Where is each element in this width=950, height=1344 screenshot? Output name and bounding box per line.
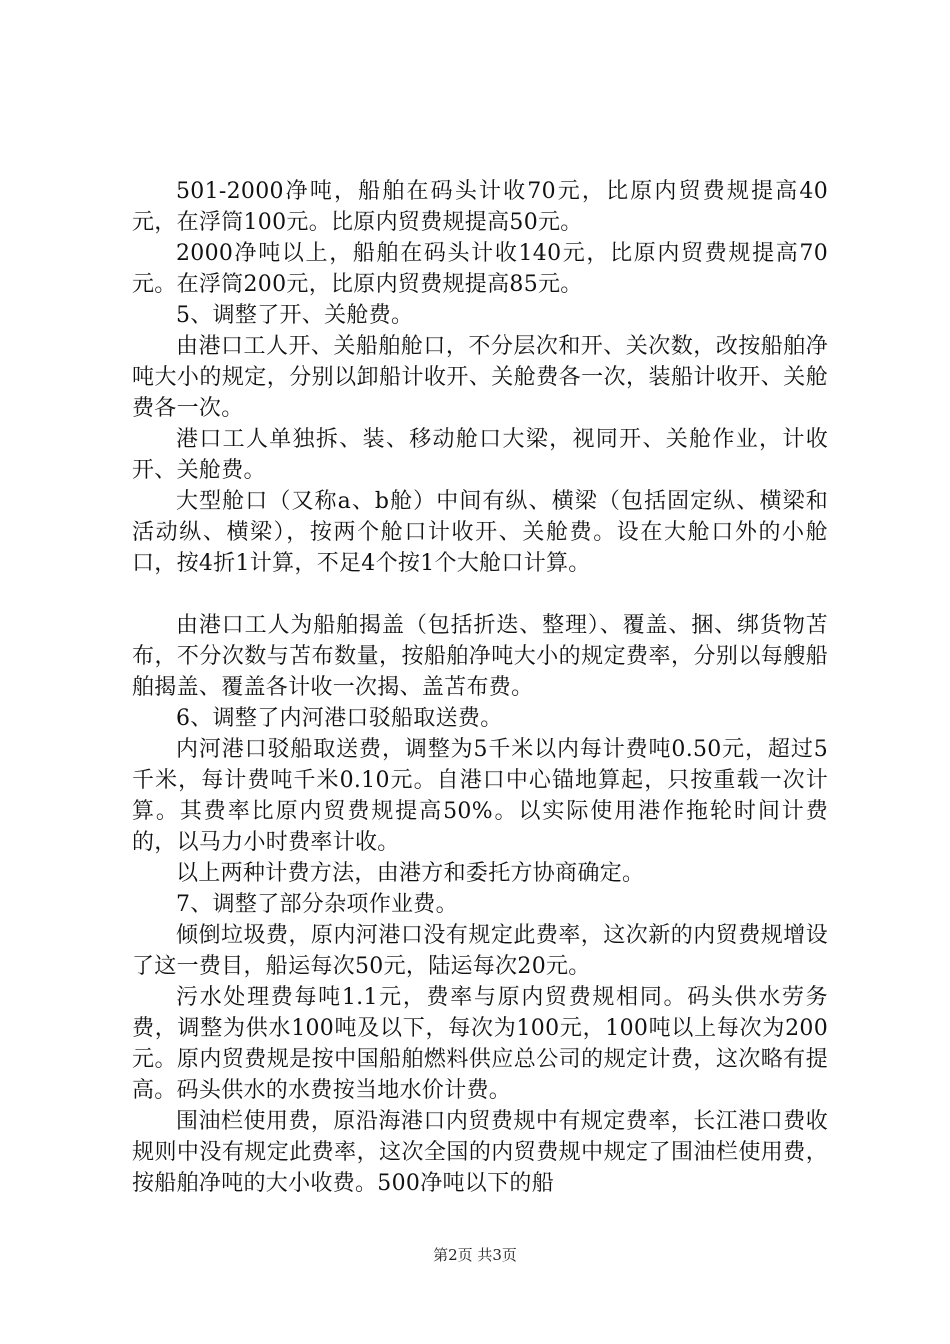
paragraph: 污水处理费每吨1.1元，费率与原内贸费规相同。码头供水劳务费，调整为供水100吨及以下，每次为100元，100吨以上每次为200元。原内贸费规是按中国船舶燃料供应总公司的规定计费，这次略有提高。码头供水的水费按当地水价计费。 — [132, 985, 828, 1103]
page-number-footer: 第2页 共3页 — [433, 1246, 517, 1264]
section-heading: 6、调整了内河港口驳船取送费。 — [176, 706, 503, 731]
paragraph: 由港口工人开、关船舶舱口，不分层次和开、关次数，改按船舶净吨大小的规定，分别以卸船计收开、关舱费各一次，装船计收开、关舱费各一次。 — [132, 334, 828, 421]
paragraph: 倾倒垃圾费，原内河港口没有规定此费率，这次新的内贸费规增设了这一费目，船运每次50元，陆运每次20元。 — [132, 923, 828, 979]
paragraph: 内河港口驳船取送费，调整为5千米以内每计费吨0.50元，超过5千米，每计费吨千米0.10元。自港口中心锚地算起，只按重载一次计算。其费率比原内贸费规提高50%。以实际使用港作拖轮时间计费的，以马力小时费率计收。 — [132, 737, 828, 855]
paragraph: 围油栏使用费，原沿海港口内贸费规中有规定费率，长江港口费收规则中没有规定此费率，这次全国的内贸费规中规定了围油栏使用费，按船舶净吨的大小收费。500净吨以下的船 — [132, 1109, 828, 1196]
paragraph-gap — [132, 579, 828, 610]
paragraph: 2000净吨以上，船舶在码头计收140元，比原内贸费规提高70元。在浮筒200元，比原内贸费规提高85元。 — [132, 241, 828, 297]
section-heading: 5、调整了开、关舱费。 — [176, 303, 414, 328]
section-heading: 7、调整了部分杂项作业费。 — [176, 892, 458, 917]
document-body — [132, 176, 828, 1199]
paragraph: 大型舱口（又称a、b舱）中间有纵、横梁（包括固定纵、横梁和活动纵、横梁），按两个舱口计收开、关舱费。设在大舱口外的小舱口，按4折1计算，不足4个按1个大舱口计算。 — [132, 489, 828, 576]
paragraph: 以上两种计费方法，由港方和委托方协商确定。 — [176, 861, 645, 886]
paragraph: 港口工人单独拆、装、移动舱口大梁，视同开、关舱作业，计收开、关舱费。 — [132, 427, 828, 483]
paragraph: 由港口工人为船舶揭盖（包括折迭、整理）、覆盖、捆、绑货物苫布，不分次数与苫布数量，按船舶净吨大小的规定费率，分别以每艘船舶揭盖、覆盖各计收一次揭、盖苫布费。 — [132, 613, 828, 700]
paragraph: 501-2000净吨，船舶在码头计收70元，比原内贸费规提高40元，在浮筒100元。比原内贸费规提高50元。 — [132, 179, 828, 235]
